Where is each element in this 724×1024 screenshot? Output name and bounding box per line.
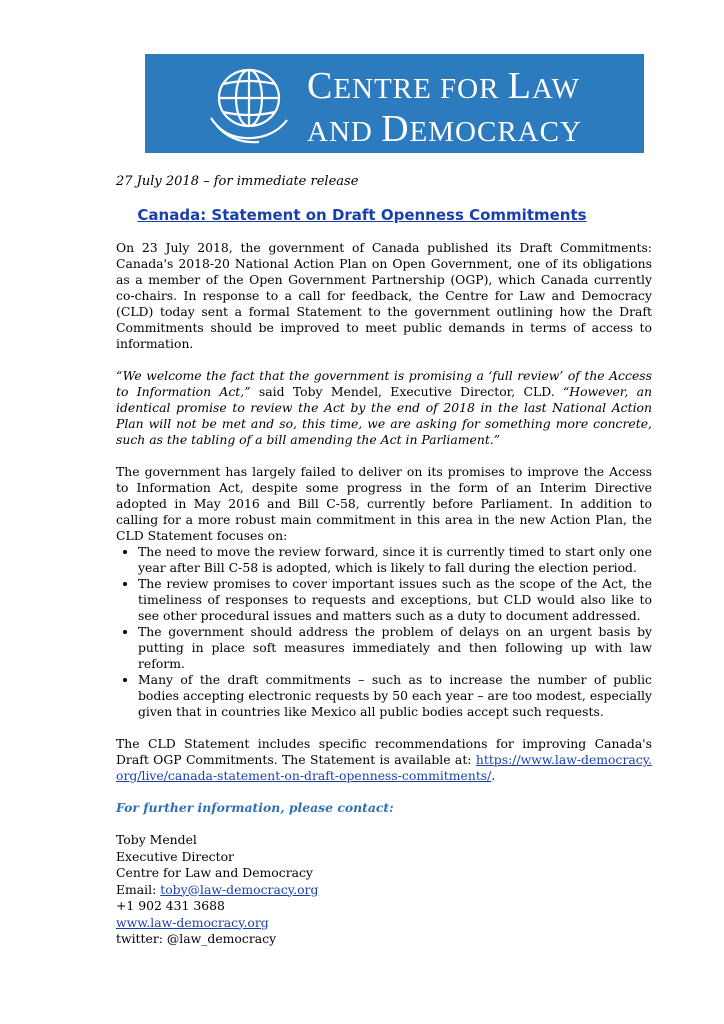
dateline: 27 July 2018 – for immediate release [116,174,359,189]
globe-hand-icon [203,60,293,148]
website-link[interactable]: www.law-democracy.org [116,914,269,930]
contact-twitter: twitter: @law_democracy [116,931,277,946]
list-item: • The review promises to cover important issues such as the scope of the Act, the timeliness of responses to requests and exceptions, but CLD would also like to see other procedural issues and matters such as a duty to document addressed. [138,576,652,624]
page-title: Canada: Statement on Draft Openness Commitments [137,206,587,224]
list-item: • The need to move the review forward, since it is currently timed to start only one year after Bill C-58 is adopted, which is likely to fall during the election period. [138,544,652,576]
contact-email: Email: toby@law-democracy.org [116,881,319,897]
paragraph-recommendations: The CLD Statement includes specific recommendations for improving Canada's Draft OGP Commitments. The Statement is available at: https://www.law-democracy.org/live/canada-statement-on-draft-openness-commitments/. [116,736,652,783]
press-release-body [116,240,652,948]
logo-line-2: AND DEMOCRACY [307,108,582,150]
quote-part-2: “However, an identical promise to review the Act by the end of 2018 in the last National Action Plan will not be met and so, this time, we are asking for something more concrete, such as the tabling of a bill amending the Act in Parliament.” [116,384,652,447]
statement-link[interactable]: https://www.law-democracy.org/live/canada-statement-on-draft-openness-commitments/ [116,752,652,783]
list-item: • Many of the draft commitments – such as to increase the number of public bodies accepting electronic requests by 50 each year – are too modest, especially given that in countries like Mexico all public bodies accept such requests. [138,672,652,720]
contact-website [116,915,652,932]
contact-org: Centre for Law and Democracy [116,865,313,880]
paragraph-intro: On 23 July 2018, the government of Canada published its Draft Commitments: Canada's 2018-20 National Action Plan on Open Government, one of its obligations as a member of the Open Government Partnership (OGP), which Canada currently co-chairs. In response to a call for feedback, the Centre for Law and Democracy (CLD) today sent a formal Statement to the government outlining how the Draft Commitments should be improved to meet public demands in terms of access to information. [116,240,652,351]
email-link[interactable]: toby@law-democracy.org [160,881,319,897]
quote-attribution: said Toby Mendel, Executive Director, CLD. [250,384,563,399]
list-item: • The government should address the problem of delays on an urgent basis by putting in place soft measures immediately and then following up with law reform. [138,624,652,672]
contact-role: Executive Director [116,848,234,864]
logo-banner [145,54,644,153]
contact-phone: +1 902 431 3688 [116,898,225,913]
logo-wordmark [307,66,582,152]
paragraph-context: The government has largely failed to deliver on its promises to improve the Access to Information Act, despite some progress in the form of an Interim Directive adopted in May 2016 and Bill C-58, currently before Parliament. In addition to calling for a more robust main commitment in this area in the new Action Plan, the CLD Statement focuses on: [116,464,652,543]
quote-part-1: “We welcome the fact that the government is promising a ‘full review’ of the Access to Information Act,” [116,368,652,399]
contact-name: Toby Mendel [116,832,197,847]
paragraph-quote [116,368,652,448]
contact-heading: For further information, please contact: [116,800,394,815]
focus-list [116,544,652,720]
logo-line-1: CENTRE FOR LAW [307,65,580,107]
